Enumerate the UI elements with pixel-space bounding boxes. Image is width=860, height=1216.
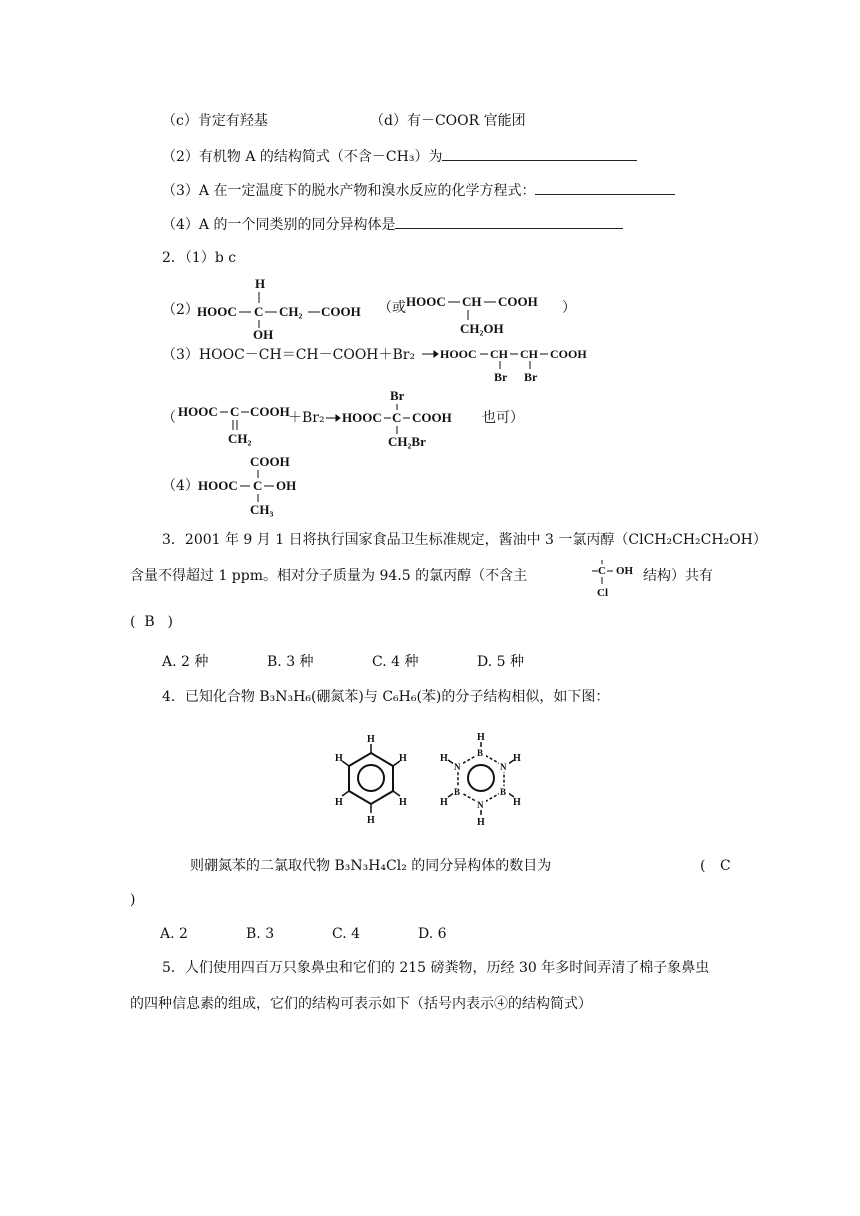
- atom-b: B: [500, 787, 507, 797]
- answer-2-line1: 2．（1）b c: [162, 250, 237, 266]
- answer-2-part2-label: （2）: [162, 302, 199, 318]
- atom-h: H: [335, 797, 343, 808]
- atom-h: H: [513, 797, 521, 808]
- group-hooc: HOOC: [198, 478, 238, 493]
- q1-sub2: [162, 146, 637, 167]
- bromo-product-formula: [326, 384, 476, 454]
- group-cooh: COOH: [498, 294, 538, 309]
- paren-open: (: [130, 614, 136, 630]
- answer-blank: [442, 146, 637, 161]
- atom-c: C: [254, 304, 264, 319]
- group-cooh: COOH: [250, 404, 290, 419]
- q4-paren-open: (: [700, 858, 706, 874]
- atom-h: H: [399, 753, 407, 764]
- atom-br: Br: [494, 370, 508, 384]
- group-cooh: COOH: [550, 347, 587, 361]
- c-oh-cl-fragment: [590, 554, 640, 600]
- benzene-borazine-figure: [326, 730, 526, 832]
- atom-n: N: [500, 762, 507, 772]
- q4-option-a: A. 2: [160, 926, 188, 942]
- answer-letter: B: [144, 614, 155, 630]
- q4-option-b: B. 3: [246, 926, 275, 942]
- q1-sub4-text: （4）A 的一个同类别的同分异构体是: [162, 217, 396, 233]
- atom-h: H: [367, 734, 375, 745]
- q1-sub4: [162, 214, 623, 235]
- group-oh: OH: [616, 565, 634, 577]
- group-hooc: HOOC: [406, 294, 446, 309]
- group-cooh: COOH: [321, 304, 361, 319]
- group-hooc: HOOC: [178, 404, 218, 419]
- alt-open: （: [162, 410, 176, 426]
- q4-question: 则硼氮苯的二氯取代物 B₃N₃H₄Cl₂ 的同分异构体的数目为: [190, 858, 552, 874]
- paren-close: ): [167, 614, 173, 630]
- q4-option-d: D. 6: [418, 926, 447, 942]
- structural-formula-malic-acid: [195, 272, 370, 342]
- q5-line1: 5．人们使用四百万只象鼻虫和它们的 215 磅粪物，历经 30 年多时间弄清了棉子象鼻虫: [162, 960, 710, 976]
- group-cooh: COOH: [412, 410, 452, 425]
- q3-option-b: B. 3 种: [267, 654, 314, 670]
- option-d: （d）有－COOR 官能团: [370, 113, 526, 129]
- atom-n: N: [477, 800, 484, 810]
- q1-sub3-text: （3）A 在一定温度下的脱水产物和溴水反应的化学方程式：: [162, 183, 536, 199]
- methylene-succinic-formula: [176, 400, 288, 448]
- atom-b: B: [454, 787, 461, 797]
- structural-formula-alt: [404, 290, 554, 338]
- q3-option-c: C. 4 种: [372, 654, 419, 670]
- atom-b: B: [477, 748, 484, 758]
- atom-h: H: [477, 817, 485, 828]
- atom-h: H: [367, 815, 375, 826]
- group-ch: CH: [520, 347, 538, 361]
- atom-n: N: [454, 762, 461, 772]
- q1-sub3: [162, 180, 675, 201]
- atom-h: H: [335, 753, 343, 764]
- paren-close: ）: [562, 300, 576, 316]
- q3-line1: 3．2001 年 9 月 1 日将执行国家食品卫生标准规定，酱油中 3 一氯丙醇（ClCH₂CH₂CH₂OH）: [162, 532, 767, 548]
- answer-2-part4-label: （4）: [162, 478, 199, 494]
- atom-h: H: [440, 797, 448, 808]
- q1-sub2-text: （2）有机物 A 的结构简式（不含－CH₃）为: [162, 149, 443, 165]
- atom-h: H: [255, 276, 266, 291]
- atom-h: H: [513, 753, 521, 764]
- plus-br2-text: ＋Br₂: [288, 410, 325, 426]
- q4-line1: 4．已知化合物 B₃N₃H₆(硼氮苯)与 C₆H₆(苯)的分子结构相似，如下图：: [162, 689, 610, 705]
- group-ch2: CH₂: [279, 304, 303, 319]
- dibromo-product-formula: [422, 340, 587, 386]
- also-ok: 也可）: [482, 410, 524, 426]
- q3-option-a: A. 2 种: [162, 654, 209, 670]
- q3-line2a: 含量不得超过 1 ppm。相对分子质量为 94.5 的氯丙醇（不含主: [130, 568, 528, 584]
- atom-h: H: [440, 753, 448, 764]
- atom-h: H: [477, 732, 485, 743]
- group-ch2oh: CH₂OH: [460, 321, 504, 336]
- answer-blank: [535, 180, 675, 195]
- atom-c: C: [230, 404, 240, 419]
- group-ch: CH: [490, 347, 508, 361]
- q5-line2: 的四种信息素的组成，它们的结构可表示如下（括号内表示④的结构简式）: [130, 996, 592, 1012]
- q3-answer: [130, 612, 173, 632]
- group-ch3: CH₃: [250, 502, 274, 517]
- q3-option-d: D. 5 种: [477, 654, 524, 670]
- atom-br: Br: [390, 388, 405, 403]
- group-hooc: HOOC: [197, 304, 237, 319]
- plus-br2: [288, 408, 325, 428]
- borazine-structure: [440, 732, 521, 828]
- group-hooc: HOOC: [440, 347, 477, 361]
- atom-br: Br: [524, 370, 538, 384]
- q4-paren-close: ): [130, 892, 136, 908]
- q4-option-c: C. 4: [332, 926, 361, 942]
- group-ch2br: CH₂Br: [388, 434, 426, 449]
- group-ch: CH: [462, 294, 482, 309]
- atom-c: C: [253, 478, 263, 493]
- group-cooh: COOH: [250, 454, 290, 469]
- atom-c: C: [598, 565, 606, 577]
- q4-answer: C: [720, 858, 731, 874]
- group-oh: OH: [253, 327, 274, 342]
- group-hooc: HOOC: [342, 410, 382, 425]
- or-open: （或: [378, 300, 406, 316]
- option-c: （c）肯定有羟基: [162, 113, 268, 129]
- isomer-formula: [196, 452, 306, 518]
- group-oh: OH: [276, 478, 297, 493]
- atom-h: H: [399, 797, 407, 808]
- answer-blank: [395, 214, 623, 229]
- benzene-structure: [335, 734, 407, 826]
- group-ch2: CH₂: [228, 431, 252, 446]
- q3-line2b: 结构）共有: [643, 568, 713, 584]
- atom-cl: Cl: [597, 587, 608, 599]
- answer-2-part3: （3）HOOC－CH＝CH－COOH＋Br₂: [162, 347, 416, 363]
- atom-c: C: [392, 410, 402, 425]
